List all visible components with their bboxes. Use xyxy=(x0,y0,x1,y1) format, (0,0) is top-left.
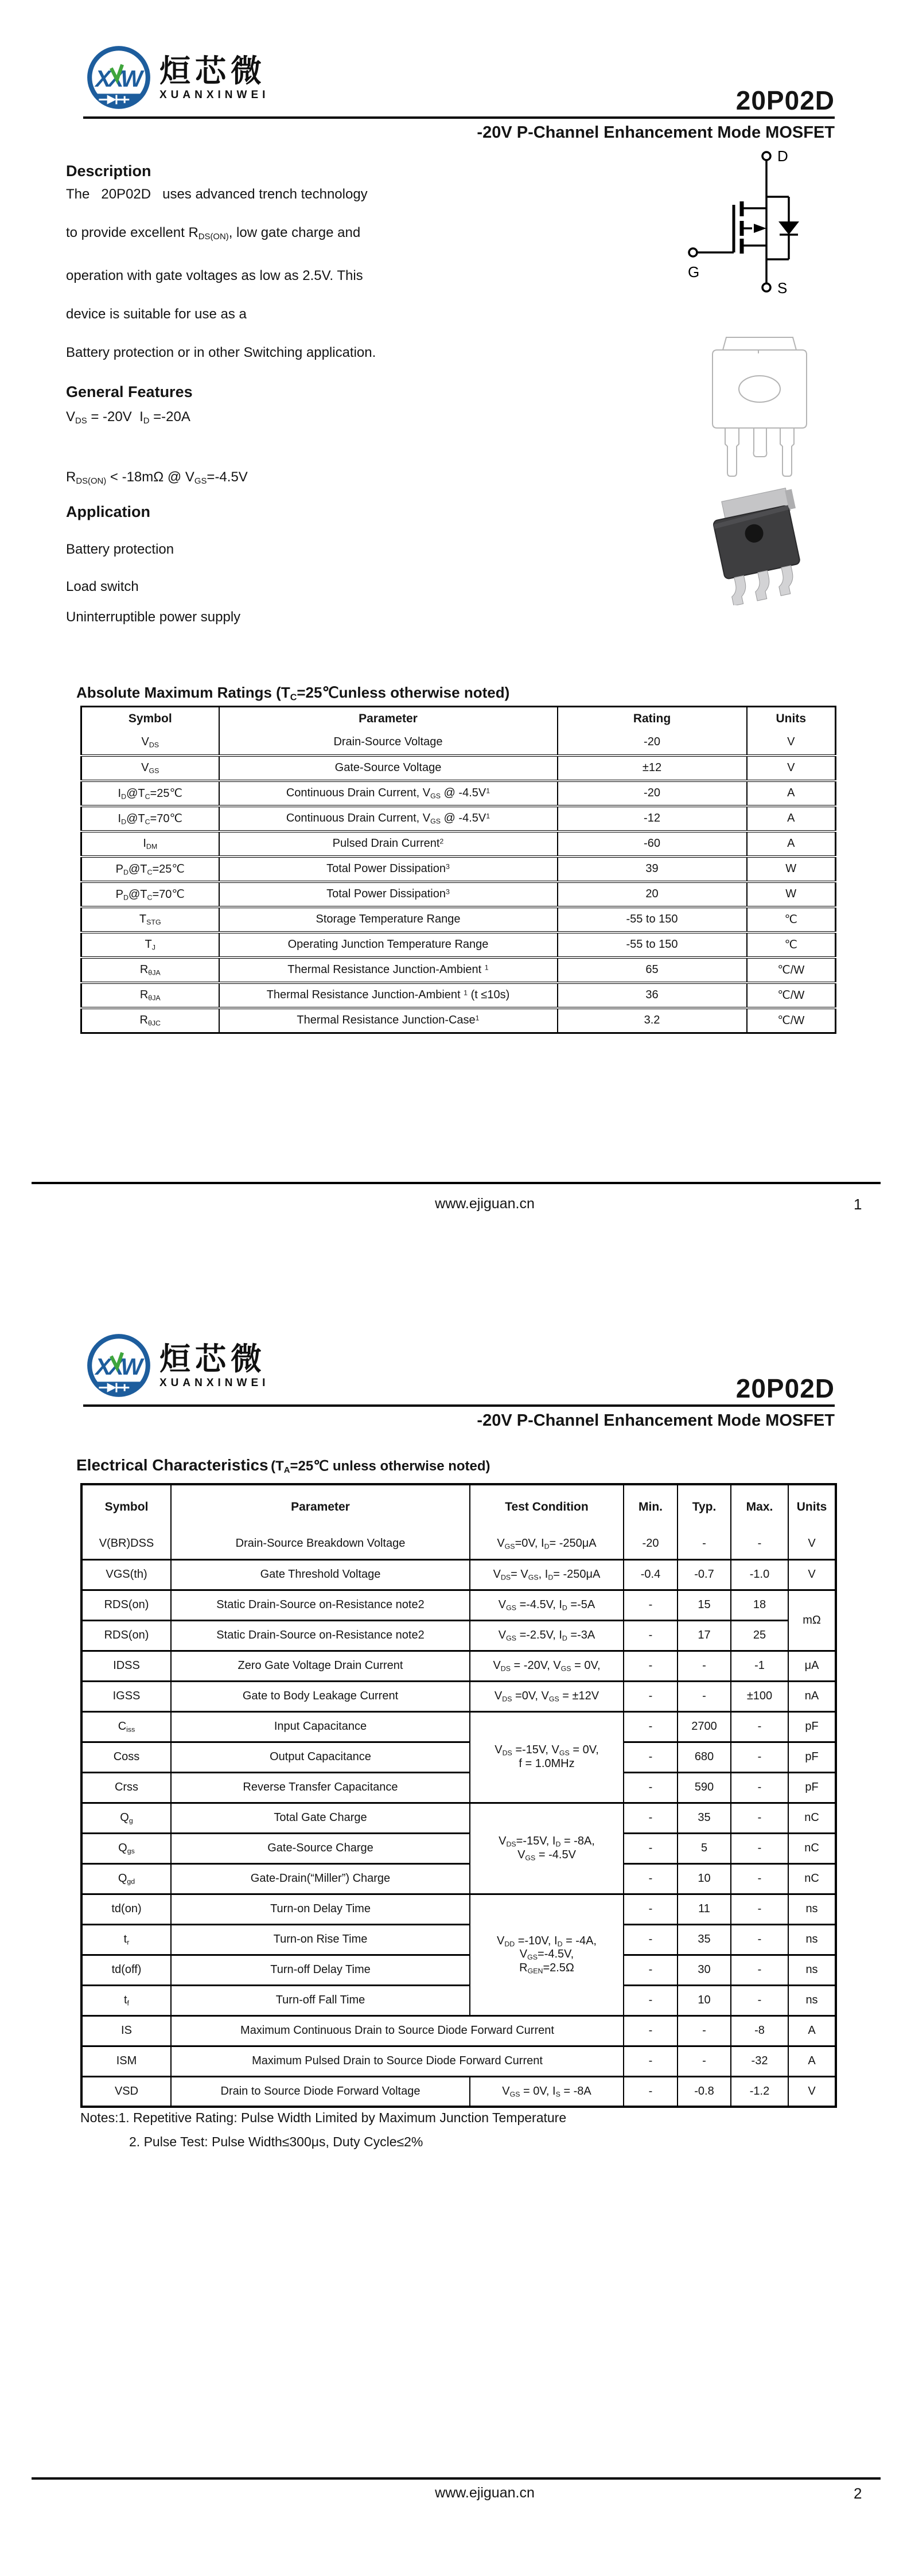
table-cell: - xyxy=(624,1803,678,1833)
document-subtitle: -20V P-Channel Enhancement Mode MOSFET xyxy=(477,123,835,142)
table-cell: $I_D@T_C=25℃$ xyxy=(81,781,219,806)
abs-max-heading: Absolute Maximum Ratings ($T_C=25℃unless$ otherwise noted) xyxy=(76,684,510,703)
logo-monogram: XXW xyxy=(95,65,140,92)
table-cell: ±12 xyxy=(558,756,747,781)
table-cell: 20 xyxy=(558,882,747,907)
table-cell: - xyxy=(731,1894,788,1924)
table-cell: - xyxy=(624,1924,678,1955)
table-cell: -0.4 xyxy=(624,1559,678,1590)
table-cell: $V_{GS} = 0V$, $I_S = -8A$ xyxy=(470,2076,624,2107)
table-cell: -20 xyxy=(558,730,747,756)
table-cell: 30 xyxy=(678,1955,731,1985)
table-cell: 15 xyxy=(678,1590,731,1620)
document-subtitle: -20V P-Channel Enhancement Mode MOSFET xyxy=(477,1411,835,1430)
table-cell: A xyxy=(747,806,836,831)
table-cell: $V_{DS} =0V$, $V_{GS} = \pm 12V$ xyxy=(470,1681,624,1711)
table-header-cell: Rating xyxy=(558,707,747,730)
table-cell: -1.2 xyxy=(731,2076,788,2107)
table-cell: V xyxy=(788,2076,836,2107)
table-cell: Pulsed Drain Current$^2$ xyxy=(219,831,558,857)
table-row xyxy=(81,1924,836,1955)
table-cell: $V_{DS} =-15V$, $V_{GS} = 0V$, f = 1.0MHz xyxy=(470,1711,624,1803)
table-cell: Maximum Continuous Drain to Source Diode Forward Current xyxy=(171,2015,624,2046)
table-cell: Static Drain-Source on-Resistance note2 xyxy=(171,1620,470,1651)
table-cell: - xyxy=(678,1529,731,1559)
description-line: operation with gate voltages as low as 2.5V. This xyxy=(66,268,363,284)
table-cell: $V_{DS} = -20V$, $V_{GS} = 0V$, xyxy=(470,1651,624,1681)
table-header-cell: Symbol xyxy=(81,1484,171,1529)
table-cell: - xyxy=(731,1833,788,1863)
table-row xyxy=(81,2015,836,2046)
table-cell: - xyxy=(731,1924,788,1955)
page-number: 1 xyxy=(854,1196,862,1213)
table-row xyxy=(81,1681,836,1711)
table-cell: - xyxy=(624,1742,678,1772)
table-cell: Storage Temperature Range xyxy=(219,907,558,932)
table-cell: VGS(th) xyxy=(81,1559,171,1590)
table-cell: A xyxy=(747,781,836,806)
table-cell: Gate-Source Voltage xyxy=(219,756,558,781)
table-cell: -1 xyxy=(731,1651,788,1681)
table-cell: - xyxy=(731,1803,788,1833)
table-cell: - xyxy=(624,2076,678,2107)
table-cell: 65 xyxy=(558,958,747,983)
table-row xyxy=(81,1803,836,1833)
table-cell: $T_J$ xyxy=(81,932,219,958)
table-cell: VSD xyxy=(81,2076,171,2107)
table-cell: W xyxy=(747,857,836,882)
table-cell: - xyxy=(624,2015,678,2046)
table-cell: $V_{GS}=0V$, $I_D= -250\mu A$ xyxy=(470,1529,624,1559)
table-row xyxy=(81,1742,836,1772)
feature-line: $R_{DS(ON)} < -18m\Omega$ @ $V_{GS}=-4.5V$ xyxy=(66,469,248,487)
table-cell: 18 xyxy=(731,1590,788,1620)
table-cell: 35 xyxy=(678,1924,731,1955)
table-cell: - xyxy=(731,1863,788,1894)
table-cell: - xyxy=(731,1772,788,1803)
table-cell: Gate-Source Charge xyxy=(171,1833,470,1863)
table-cell: - xyxy=(678,1681,731,1711)
table-cell: $I_D@T_C=70℃$ xyxy=(81,806,219,831)
table-cell: A xyxy=(788,2015,836,2046)
table-cell: - xyxy=(731,1955,788,1985)
table-cell: -60 xyxy=(558,831,747,857)
table-cell: Drain-Source Voltage xyxy=(219,730,558,756)
table-cell: $P_D@T_C=70℃$ xyxy=(81,882,219,907)
table-row xyxy=(81,2046,836,2076)
terminal-label-d: D xyxy=(777,147,788,165)
notes-line: 2. Pulse Test: Pulse Width≤300μs, Duty Cycle≤2% xyxy=(129,2134,423,2149)
table-cell: Reverse Transfer Capacitance xyxy=(171,1772,470,1803)
table-cell: ns xyxy=(788,1985,836,2015)
table-header-cell: Parameter xyxy=(219,707,558,730)
footer-url: www.ejiguan.cn xyxy=(435,2485,535,2501)
company-logo xyxy=(84,1332,269,1402)
table-cell: td(on) xyxy=(81,1894,171,1924)
table-cell: nC xyxy=(788,1833,836,1863)
table-cell: -20 xyxy=(558,781,747,806)
table-cell: 680 xyxy=(678,1742,731,1772)
table-row xyxy=(81,1529,836,1559)
table-row xyxy=(81,1955,836,1985)
table-cell: - xyxy=(624,1590,678,1620)
table-cell: $V_{DD} =-10V$, $I_D = -4A$, $V_{GS}=-4.5V$, $R_{GEN}=2.5\Omega$ xyxy=(470,1894,624,2015)
table-cell: - xyxy=(731,1985,788,2015)
table-cell: A xyxy=(788,2046,836,2076)
table-cell: - xyxy=(624,1772,678,1803)
table-cell: - xyxy=(678,2015,731,2046)
table-cell: -8 xyxy=(731,2015,788,2046)
table-cell: Drain-Source Breakdown Voltage xyxy=(171,1529,470,1559)
table-cell: nC xyxy=(788,1863,836,1894)
table-cell: Total Gate Charge xyxy=(171,1803,470,1833)
table-cell: - xyxy=(624,1651,678,1681)
table-cell: Turn-on Delay Time xyxy=(171,1894,470,1924)
elec-heading xyxy=(76,1456,490,1475)
table-cell: - xyxy=(624,1863,678,1894)
table-cell: Crss xyxy=(81,1772,171,1803)
table-cell: $V_{DS}=-15V$, $I_D = -8A$, $V_{GS} = -4.5V$ xyxy=(470,1803,624,1894)
table-cell: -55 to 150 xyxy=(558,932,747,958)
table-cell: Gate Threshold Voltage xyxy=(171,1559,470,1590)
table-cell: $V_{GS} =-2.5V$, $I_D =-3A$ xyxy=(470,1620,624,1651)
table-cell: - xyxy=(731,1529,788,1559)
table-cell: - xyxy=(678,2046,731,2076)
table-cell: Thermal Resistance Junction-Ambient $^1$ xyxy=(219,958,558,983)
table-row xyxy=(81,1863,836,1894)
table-cell: ℃ xyxy=(747,907,836,932)
table-cell: V xyxy=(747,756,836,781)
table-cell: V xyxy=(788,1529,836,1559)
table-cell: Coss xyxy=(81,1742,171,1772)
table-row xyxy=(81,1833,836,1863)
table-cell: $Q_{gs}$ xyxy=(81,1833,171,1863)
table-cell: $V_{DS}$ xyxy=(81,730,219,756)
brand-name-en: XUANXINWEI xyxy=(159,1377,270,1389)
table-row xyxy=(81,2076,836,2107)
table-cell: ns xyxy=(788,1955,836,1985)
table-cell: Input Capacitance xyxy=(171,1711,470,1742)
table-cell: Continuous Drain Current, $V_{GS}$ @ $-4.5V^1$ xyxy=(219,781,558,806)
table-cell: -32 xyxy=(731,2046,788,2076)
table-cell: - xyxy=(624,1894,678,1924)
table-cell: IDSS xyxy=(81,1651,171,1681)
notes-line: Notes:1. Repetitive Rating: Pulse Width Limited by Maximum Junction Temperature xyxy=(80,2110,567,2125)
table-cell: ℃/W xyxy=(747,958,836,983)
table-cell: V(BR)DSS xyxy=(81,1529,171,1559)
table-row xyxy=(81,1620,836,1651)
application-item: Battery protection xyxy=(66,542,174,557)
table-cell: Continuous Drain Current, $V_{GS}$ @ $-4.5V^1$ xyxy=(219,806,558,831)
table-cell: $R_{\theta JA}$ xyxy=(81,983,219,1008)
table-cell: td(off) xyxy=(81,1955,171,1985)
table-cell: $P_D@T_C=25℃$ xyxy=(81,857,219,882)
elec-table xyxy=(80,1483,837,2108)
table-cell: 10 xyxy=(678,1863,731,1894)
table-cell: ℃/W xyxy=(747,1008,836,1033)
table-cell: - xyxy=(731,1742,788,1772)
table-header-cell: Units xyxy=(788,1484,836,1529)
table-cell: V xyxy=(747,730,836,756)
table-cell: ns xyxy=(788,1894,836,1924)
table-cell: Static Drain-Source on-Resistance note2 xyxy=(171,1590,470,1620)
table-cell: nA xyxy=(788,1681,836,1711)
table-cell: ns xyxy=(788,1924,836,1955)
table-cell: $R_{\theta JA}$ xyxy=(81,958,219,983)
header-rule xyxy=(83,1404,835,1407)
table-cell: IGSS xyxy=(81,1681,171,1711)
terminal-label-g: G xyxy=(688,263,700,281)
elec-heading-paren: ($T_A=25℃$ unless otherwise noted) xyxy=(271,1458,490,1476)
table-cell: $I_{DM}$ xyxy=(81,831,219,857)
table-cell: nC xyxy=(788,1803,836,1833)
table-cell: -0.7 xyxy=(678,1559,731,1590)
table-cell: 36 xyxy=(558,983,747,1008)
part-number: 20P02D xyxy=(735,1373,835,1403)
brand-name-cn: 烜芯微 xyxy=(159,54,266,88)
table-cell: 35 xyxy=(678,1803,731,1833)
table-cell: pF xyxy=(788,1742,836,1772)
table-row xyxy=(81,1711,836,1742)
table-cell: $Q_{gd}$ xyxy=(81,1863,171,1894)
table-cell: Operating Junction Temperature Range xyxy=(219,932,558,958)
table-cell: -0.8 xyxy=(678,2076,731,2107)
table-cell: - xyxy=(624,1985,678,2015)
feature-line: $V_{DS} = -20V$ $I_D =-20A$ xyxy=(66,409,190,426)
table-header-cell: Symbol xyxy=(81,707,219,730)
table-header-cell: Parameter xyxy=(171,1484,470,1529)
table-cell: - xyxy=(624,1620,678,1651)
table-cell: Turn-off Fall Time xyxy=(171,1985,470,2015)
elec-heading-main: Electrical Characteristics xyxy=(76,1456,268,1474)
table-cell: $Q_g$ xyxy=(81,1803,171,1833)
table-cell: IS xyxy=(81,2015,171,2046)
table-cell: ℃/W xyxy=(747,983,836,1008)
table-row xyxy=(81,1651,836,1681)
table-cell: $t_f$ xyxy=(81,1985,171,2015)
section-heading-application: Application xyxy=(66,503,150,520)
table-cell: ℃ xyxy=(747,932,836,958)
table-cell: RDS(on) xyxy=(81,1590,171,1620)
table-cell: ISM xyxy=(81,2046,171,2076)
brand-emblem-icon xyxy=(84,1332,154,1402)
table-cell: Zero Gate Voltage Drain Current xyxy=(171,1651,470,1681)
footer-rule xyxy=(32,2477,881,2480)
table-cell: 3.2 xyxy=(558,1008,747,1033)
description-line: to provide excellent $R_{DS(ON)}$, low gate charge and xyxy=(66,225,361,242)
table-cell: -20 xyxy=(624,1529,678,1559)
table-cell: ±100 xyxy=(731,1681,788,1711)
table-header-cell: Typ. xyxy=(678,1484,731,1529)
description-line: Battery protection or in other Switching application. xyxy=(66,345,376,361)
table-header-cell: Min. xyxy=(624,1484,678,1529)
table-cell: pF xyxy=(788,1772,836,1803)
table-cell: 25 xyxy=(731,1620,788,1651)
application-item: Load switch xyxy=(66,579,139,594)
table-cell: Thermal Resistance Junction-Case$^1$ xyxy=(219,1008,558,1033)
table-cell: V xyxy=(788,1559,836,1590)
logo-monogram: XXW xyxy=(95,1353,140,1380)
table-cell: mΩ xyxy=(788,1590,836,1651)
table-cell: $R_{\theta JC}$ xyxy=(81,1008,219,1033)
page-number: 2 xyxy=(854,2485,862,2502)
table-cell: pF xyxy=(788,1711,836,1742)
table-cell: -12 xyxy=(558,806,747,831)
table-cell: Gate to Body Leakage Current xyxy=(171,1681,470,1711)
table-header-cell: Units xyxy=(747,707,836,730)
table-cell: $t_r$ xyxy=(81,1924,171,1955)
brand-name-cn: 烜芯微 xyxy=(159,1342,266,1376)
table-cell: 11 xyxy=(678,1894,731,1924)
section-heading-description: Description xyxy=(66,162,151,180)
table-cell: RDS(on) xyxy=(81,1620,171,1651)
table-cell: - xyxy=(624,1711,678,1742)
table-row xyxy=(81,1985,836,2015)
table-cell: - xyxy=(678,1651,731,1681)
part-number: 20P02D xyxy=(735,85,835,115)
terminal-label-s: S xyxy=(777,279,788,297)
table-cell: Total Power Dissipation$^3$ xyxy=(219,857,558,882)
table-cell: 10 xyxy=(678,1985,731,2015)
table-cell: Thermal Resistance Junction-Ambient $^1$ (t ≤10s) xyxy=(219,983,558,1008)
brand-name-en: XUANXINWEI xyxy=(159,89,270,101)
table-cell: $T_{STG}$ xyxy=(81,907,219,932)
table-cell: $C_{iss}$ xyxy=(81,1711,171,1742)
table-cell: W xyxy=(747,882,836,907)
table-cell: - xyxy=(624,2046,678,2076)
table-row xyxy=(81,1559,836,1590)
table-row xyxy=(81,1772,836,1803)
table-cell: A xyxy=(747,831,836,857)
table-cell: Turn-on Rise Time xyxy=(171,1924,470,1955)
table-cell: - xyxy=(624,1681,678,1711)
table-cell: 5 xyxy=(678,1833,731,1863)
table-header-cell: Test Condition xyxy=(470,1484,624,1529)
table-row xyxy=(81,1894,836,1924)
table-cell: - xyxy=(624,1955,678,1985)
table-cell: 2700 xyxy=(678,1711,731,1742)
table-cell: -55 to 150 xyxy=(558,907,747,932)
table-cell: $V_{GS}$ xyxy=(81,756,219,781)
table-cell: Total Power Dissipation$^3$ xyxy=(219,882,558,907)
description-line: device is suitable for use as a xyxy=(66,306,247,322)
table-cell: μA xyxy=(788,1651,836,1681)
table-cell: Drain to Source Diode Forward Voltage xyxy=(171,2076,470,2107)
table-cell: 590 xyxy=(678,1772,731,1803)
footer-url: www.ejiguan.cn xyxy=(435,1196,535,1212)
description-line: The 20P02D uses advanced trench technology xyxy=(66,186,368,202)
table-cell: Maximum Pulsed Drain to Source Diode Forward Current xyxy=(171,2046,624,2076)
table-cell: 39 xyxy=(558,857,747,882)
table-cell: 17 xyxy=(678,1620,731,1651)
table-cell: - xyxy=(731,1711,788,1742)
table-cell: $V_{GS} =-4.5V$, $I_D =-5A$ xyxy=(470,1590,624,1620)
table-row xyxy=(81,1590,836,1620)
table-cell: Turn-off Delay Time xyxy=(171,1955,470,1985)
table-cell: Output Capacitance xyxy=(171,1742,470,1772)
table-cell: $V_{DS}= V_{GS}$, $I_D= -250\mu A$ xyxy=(470,1559,624,1590)
application-item: Uninterruptible power supply xyxy=(66,609,241,625)
table-cell: Gate-Drain(“Miller”) Charge xyxy=(171,1863,470,1894)
table-header-cell: Max. xyxy=(731,1484,788,1529)
table-cell: -1.0 xyxy=(731,1559,788,1590)
section-heading-general-features: General Features xyxy=(66,383,193,400)
table-cell: - xyxy=(624,1833,678,1863)
